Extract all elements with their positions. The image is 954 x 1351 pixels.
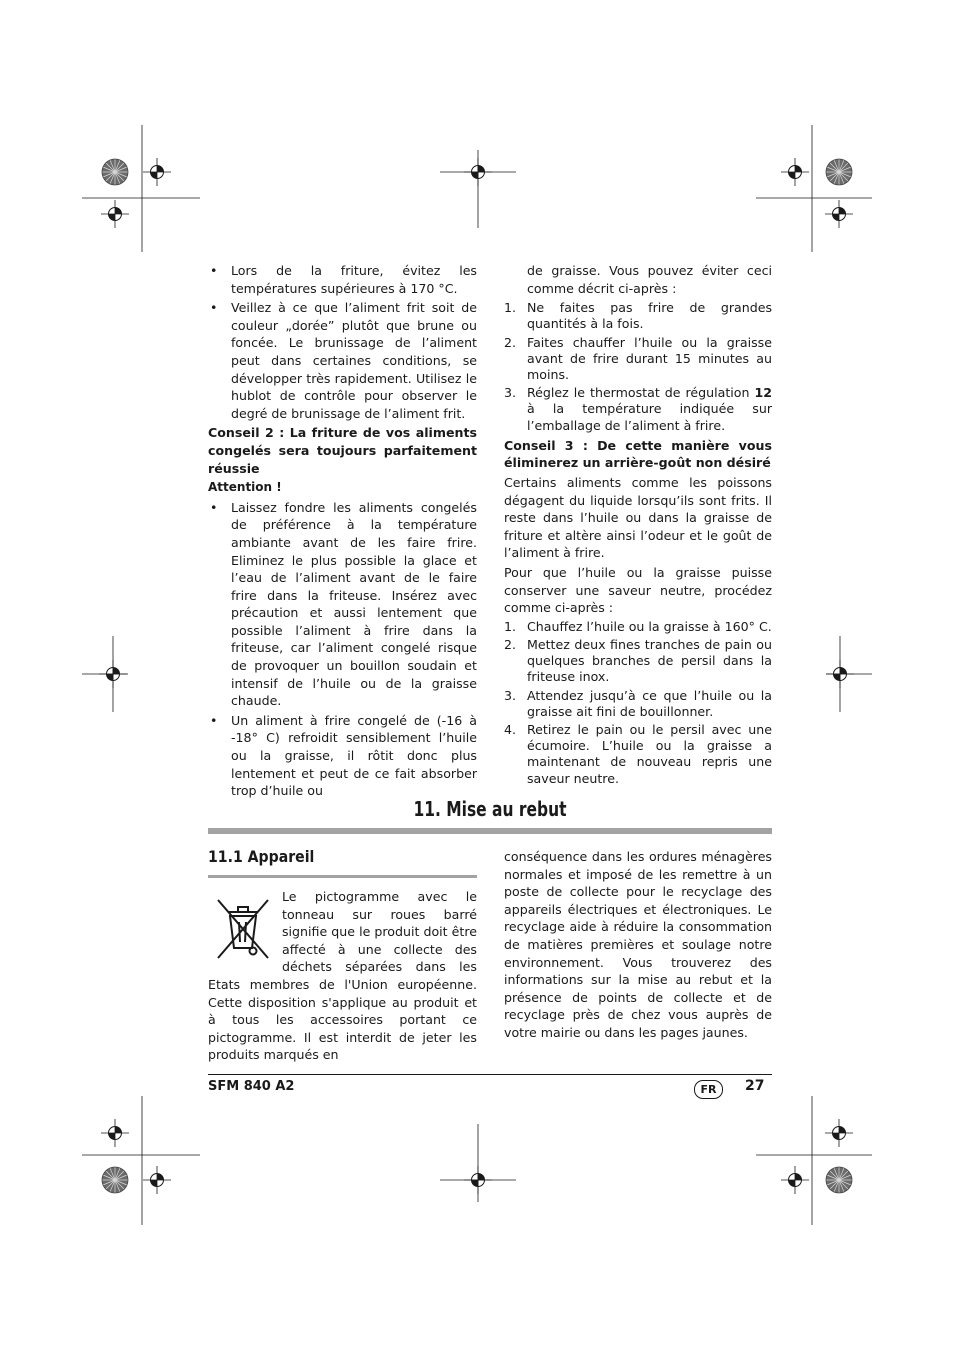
list-item: • Lors de la friture, évitez les températures supérieures à 170 °C.: [210, 263, 477, 296]
part-reference: 12: [754, 385, 772, 401]
list-item: 2. Faites chauffer l’huile ou la graisse avant de frire durant 15 minutes au moins.: [504, 334, 772, 382]
subsection-title: 11.1 Appareil: [208, 847, 315, 866]
section-title: 11. Mise au rebut: [413, 797, 567, 821]
page-number: 27: [745, 1078, 765, 1094]
weee-icon-float: [208, 888, 282, 968]
bullet-icon: •: [210, 300, 218, 316]
list-item: 4. Retirez le pain ou le persil avec une écumoire. L’huile ou la graisse a maintenant de nouveau repris une saveur neutre.: [504, 721, 772, 786]
language-badge: FR: [694, 1080, 723, 1099]
continuation-text: de graisse. Vous pouvez éviter ceci comme décrit ci-après :: [527, 263, 772, 296]
registration-mark-icon: [143, 158, 171, 186]
footer-model: SFM 840 A2: [208, 1079, 295, 1094]
paragraph: Certains aliments comme les poissons dégagent du liquide lorsqu’ils sont frits. Il reste dans l’huile ou dans la graisse de friture et altère ainsi l’odeur et le goût de l’aliment à frire.: [504, 475, 772, 561]
registration-mark-icon: [781, 158, 809, 186]
section-left-column: [208, 888, 477, 1066]
left-column: [208, 262, 477, 802]
list-item: 1. Chauffez l’huile ou la graisse à 160° C.: [504, 618, 772, 634]
tip-2-heading: Conseil 2 : La friture de vos aliments congelés sera toujours parfaitement réussie: [208, 425, 477, 476]
bullet-icon: •: [210, 499, 218, 515]
list-item: • Laissez fondre les aliments congelés de préférence à la température ambiante avant de les faire frire. Eliminez le plus possible la glace et l’eau de l’aliment avant de le faire frire dans la friteuse. Insérez avec précaution et aussi lentement que possible l’aliment à frire dans la friteuse, car l’aliment congelé risque de provoquer un bouillon soudain et intensif de l’huile ou de la graisse chaude.: [210, 499, 477, 709]
crossed-out-wheelie-bin-icon: [210, 892, 274, 964]
tip-3-heading: Conseil 3 : De cette manière vous éliminerez un arrière-goût non désiré: [504, 437, 772, 471]
registration-mark-icon: [781, 1166, 809, 1194]
section-right-column: [504, 848, 772, 1044]
registration-mark-icon: [101, 1119, 129, 1147]
list-item: 3. Attendez jusqu’à ce que l’huile ou la graisse ait fini de bouillonner.: [504, 687, 772, 719]
footer-divider: [208, 1074, 772, 1075]
bullet-icon: •: [210, 263, 218, 278]
list-item: 3. Réglez le thermostat de régulation 12 à la température indiquée sur l’emballage de l’aliment à frire.: [504, 385, 772, 433]
subsection-divider: [208, 875, 477, 878]
paragraph: Le pictogramme avec le tonneau sur roues barré signifie que le produit doit être affecté à une collecte des déchets séparées dans les Etats membres de l'Union européenne. Cette disposition s'applique au produit et à tous les accessoires portant ce pictogramme. Il est interdit de jeter les produits marqués en: [208, 889, 477, 1063]
bullet-icon: •: [210, 712, 218, 728]
paragraph: conséquence dans les ordures ménagères normales et imposé de les remettre à un poste de collecte pour le recyclage des appareils électriques et électroniques. Le recyclage aide à réduire la consommation de matières premières et soulage notre environnement. Vous trouverez des informations sur la mise au rebut et la présence de points de collecte et de recyclage près de chez vous auprès de votre mairie ou dans les pages jaunes.: [504, 849, 772, 1040]
attention-label: Attention !: [208, 480, 282, 495]
section-divider: [208, 828, 772, 834]
registration-mark-icon: [143, 1166, 171, 1194]
registration-mark-icon: [825, 1119, 853, 1147]
paragraph: Pour que l’huile ou la graisse puisse conserver une saveur neutre, procédez comme ci-après :: [504, 564, 772, 616]
list-item: 2. Mettez deux fines tranches de pain ou quelques branches de persil dans la friteuse inox.: [504, 636, 772, 685]
list-item: • Un aliment à frire congelé de (-16 à -18° C) refroidit sensiblement l’huile ou la graisse, il rôtit donc plus lentement et peut de ce fait absorber trop d’huile ou: [210, 712, 477, 799]
list-item: • Veillez à ce que l’aliment frit soit de couleur „dorée” plutôt que brune ou foncée. Le brunissage de l’aliment peut dans certaines conditions, se développer très rapidement. Utilisez le hublot de contrôle pour observer le degré de brunissage de l’aliment frit.: [210, 300, 477, 421]
list-item: 1. Ne faites pas frire de grandes quantités à la fois.: [504, 300, 772, 332]
registration-mark-icon: [825, 200, 853, 228]
right-column: [504, 262, 772, 789]
registration-mark-icon: [101, 200, 129, 228]
